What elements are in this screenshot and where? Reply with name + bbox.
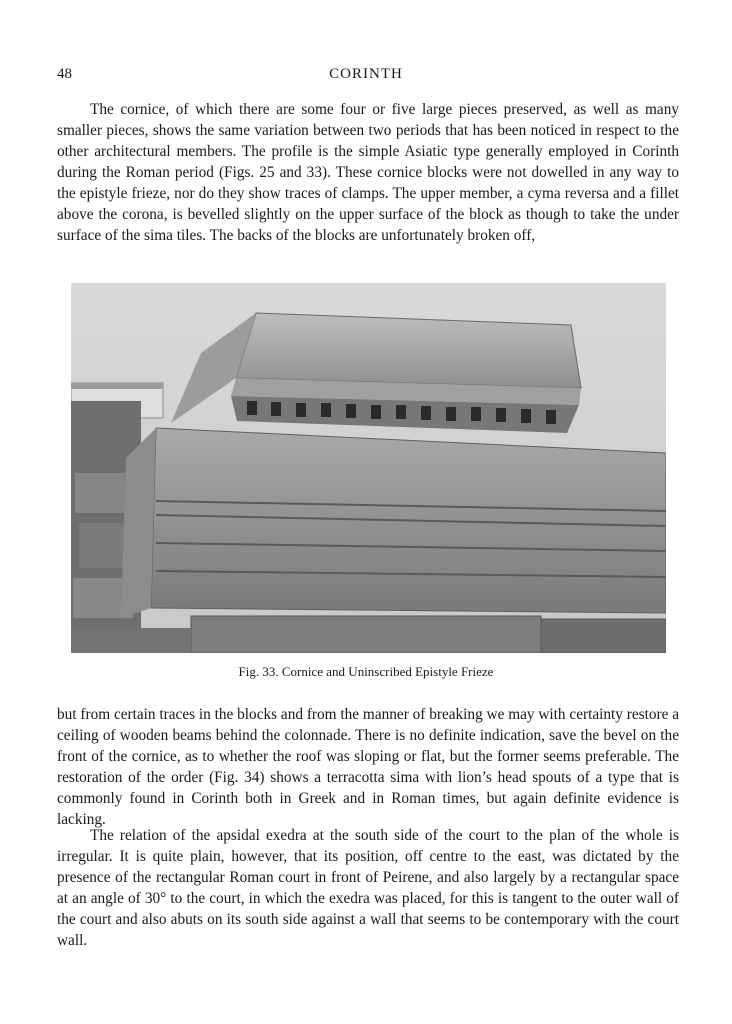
figure-caption: Fig. 33. Cornice and Uninscribed Epistyle Frieze xyxy=(238,664,494,679)
paragraph-1: The cornice, of which there are some four or five large pieces preserved, as well as many smaller pieces, shows the same variation between two periods that has been noticed in respect to the other architectural members. The profile is the simple Asiatic type generally employed in Corinth during the Roman period (Figs. 25 and 33). These cornice blocks were not dowelled in any way to the epistyle frieze, nor do they show traces of clamps. The upper member, a cyma reversa and a fillet above the corona, is bevelled slightly on the upper surface of the block as though to take the under surface of the sima tiles. The backs of the blocks are unfortunately broken off, xyxy=(57,101,679,244)
cornice-photo xyxy=(71,283,666,653)
figure-photograph xyxy=(71,283,666,653)
running-head: CORINTH xyxy=(329,66,403,82)
page-number: 48 xyxy=(57,66,72,82)
paragraph-2: but from certain traces in the blocks and from the manner of breaking we may with certainty restore a ceiling of wooden beams behind the colonnade. There is no definite indication, save the bevel on the front of the cornice, as to whether the roof was sloping or flat, but the former seems preferable. The restoration of the order (Fig. 34) shows a terracotta sima with lion’s head spouts of a type that is commonly found in Corinth both in Greek and in Roman times, but again definite evidence is lacking. xyxy=(57,706,679,828)
paragraph-3: The relation of the apsidal exedra at the south side of the court to the plan of the whole is irregular. It is quite plain, however, that its position, off centre to the east, was dictated by the presence of the rectangular Roman court in front of Peirene, and also largely by a rectangular space at an angle of 30° to the court, in which the exedra was placed, for this is tangent to the outer wall of the court and also abuts on its south side against a wall that seems to be contemporary with the court wall. xyxy=(57,827,679,949)
